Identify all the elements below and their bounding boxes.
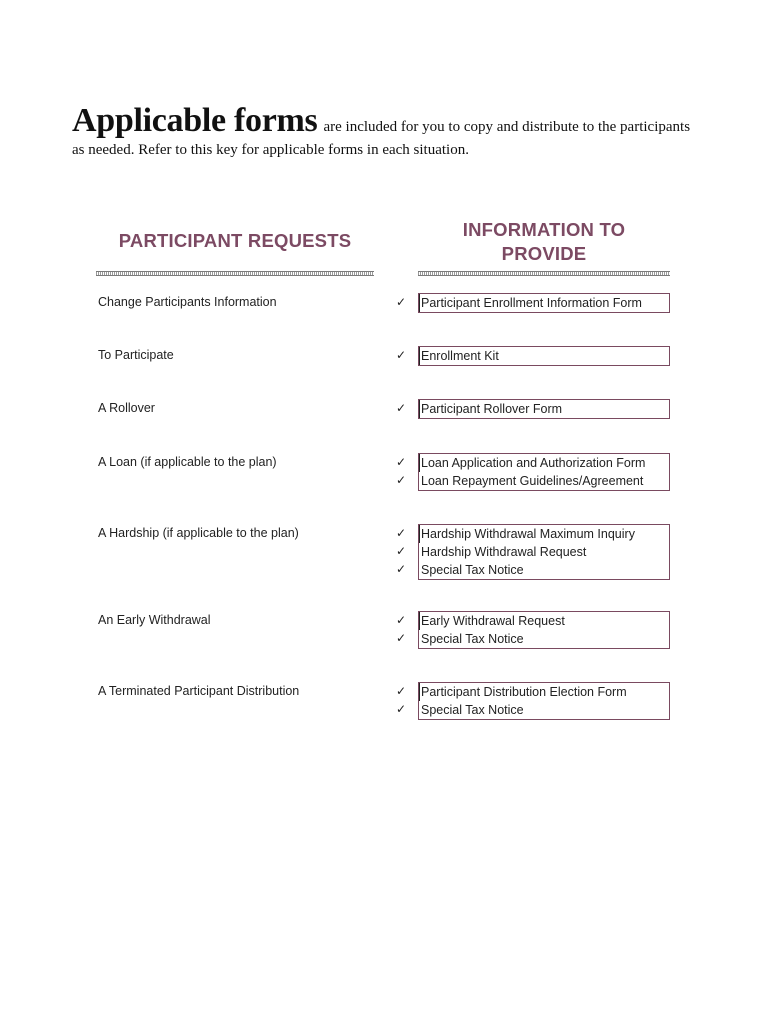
intro-text: are included for you to copy and distribute to the participants (323, 119, 691, 135)
checkmark-icon: ✓ (396, 684, 407, 698)
request-label: Change Participants Information (98, 295, 277, 309)
checkmark-icon: ✓ (396, 544, 407, 558)
forms-box (418, 682, 670, 720)
check-marks (396, 611, 412, 647)
checkmark-icon: ✓ (396, 348, 407, 362)
form-name: Special Tax Notice (421, 703, 524, 717)
form-name: Loan Application and Authorization Form (419, 454, 669, 472)
checkmark-icon: ✓ (396, 401, 407, 415)
form-name: Early Withdrawal Request (419, 612, 669, 630)
form-name: Special Tax Notice (421, 632, 524, 646)
request-label: A Terminated Participant Distribution (98, 684, 300, 698)
check-marks (396, 293, 412, 311)
checkmark-icon: ✓ (396, 473, 407, 487)
information-heading-line2: PROVIDE (501, 243, 587, 264)
forms-box (418, 346, 670, 366)
intro-paragraph (72, 102, 702, 159)
checkmark-icon: ✓ (396, 526, 407, 540)
check-marks (396, 682, 412, 718)
information-to-provide-heading (418, 218, 670, 266)
forms-box (418, 611, 670, 649)
check-marks (396, 399, 412, 417)
form-name: Participant Rollover Form (419, 400, 669, 418)
request-label: A Loan (if applicable to the plan) (98, 455, 277, 469)
forms-box (418, 453, 670, 491)
intro-heading: Applicable forms (72, 102, 318, 139)
form-name: Hardship Withdrawal Maximum Inquiry (419, 525, 669, 543)
right-heading-divider (418, 271, 670, 276)
forms-box (418, 524, 670, 580)
forms-box (418, 293, 670, 313)
information-heading-line1: INFORMATION TO (462, 219, 626, 240)
forms-box (418, 399, 670, 419)
request-label: To Participate (98, 348, 174, 362)
form-name: Special Tax Notice (421, 563, 524, 577)
left-heading-divider (96, 271, 374, 276)
form-name: Enrollment Kit (419, 347, 669, 365)
form-name: Participant Enrollment Information Form (419, 294, 669, 312)
checkmark-icon: ✓ (396, 702, 407, 716)
request-label: An Early Withdrawal (98, 613, 211, 627)
check-marks (396, 524, 412, 578)
checkmark-icon: ✓ (396, 562, 407, 576)
checkmark-icon: ✓ (396, 295, 407, 309)
form-name: Loan Repayment Guidelines/Agreement (421, 474, 644, 488)
form-name: Participant Distribution Election Form (419, 683, 669, 701)
check-marks (396, 346, 412, 364)
check-marks (396, 453, 412, 489)
request-label: A Rollover (98, 401, 155, 415)
checkmark-icon: ✓ (396, 631, 407, 645)
intro-text-line2: as needed. Refer to this key for applicable forms in each situation. (72, 142, 469, 158)
participant-requests-heading: PARTICIPANT REQUESTS (118, 230, 352, 251)
checkmark-icon: ✓ (396, 613, 407, 627)
request-label: A Hardship (if applicable to the plan) (98, 526, 299, 540)
form-name: Hardship Withdrawal Request (421, 545, 587, 559)
checkmark-icon: ✓ (396, 455, 407, 469)
